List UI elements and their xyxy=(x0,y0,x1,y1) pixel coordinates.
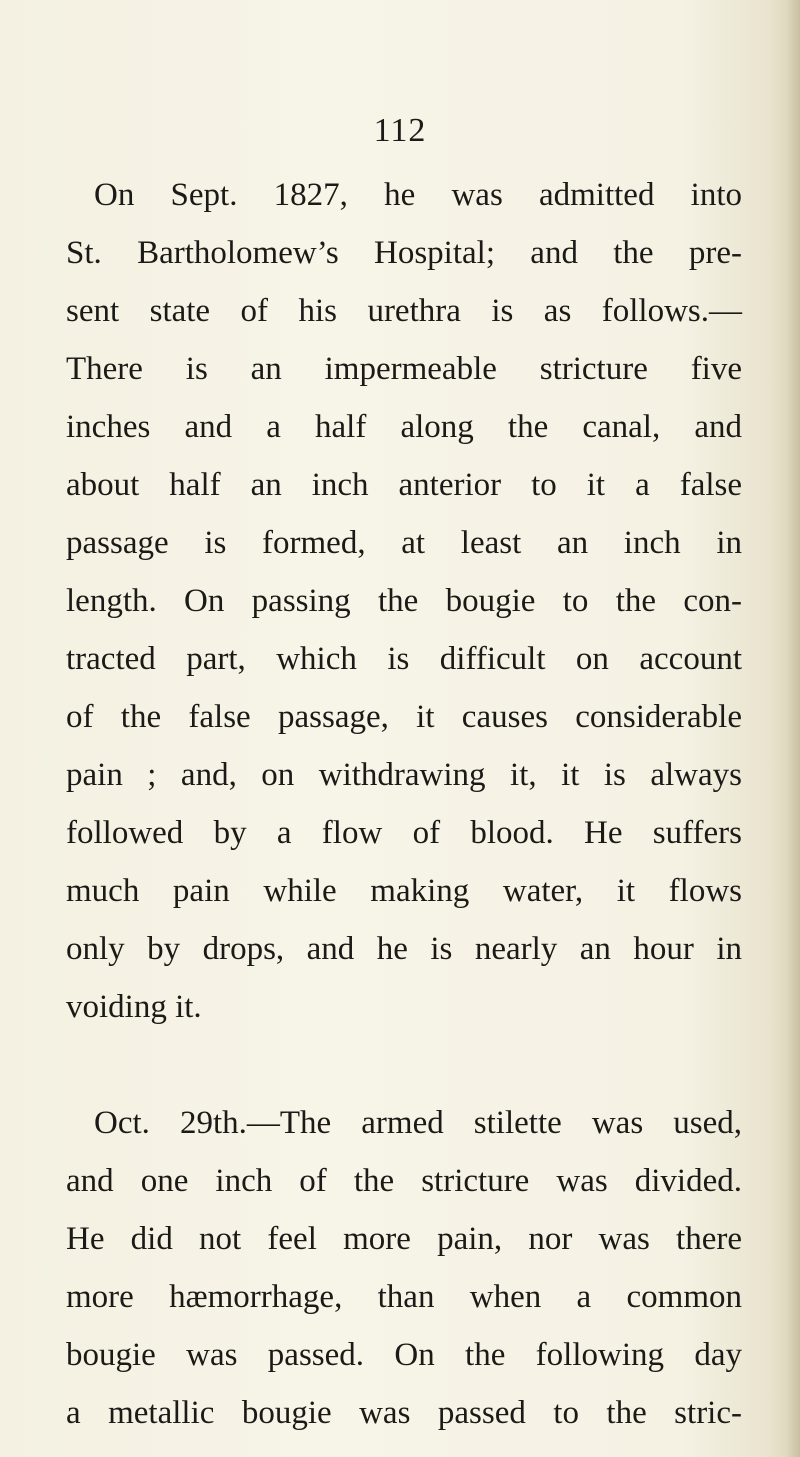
text-line: much pain while making water, it flows xyxy=(66,873,742,909)
paragraph-operation xyxy=(66,1094,742,1442)
text-line: On Sept. 1827, he was admitted into xyxy=(94,177,742,213)
text-line: more hæmorrhage, than when a common xyxy=(66,1279,742,1315)
page-edge-shadow xyxy=(786,0,800,1457)
paragraph-gap xyxy=(66,1036,742,1094)
text-line: St. Bartholomew’s Hospital; and the pre- xyxy=(66,235,742,271)
text-line: tracted part, which is difficult on account xyxy=(66,641,742,677)
text-line: only by drops, and he is nearly an hour in xyxy=(66,931,742,967)
text-line: voiding it. xyxy=(66,989,202,1025)
text-line: followed by a flow of blood. He suffers xyxy=(66,815,742,851)
page-number: 112 xyxy=(373,112,427,149)
text-line: sent state of his urethra is as follows.— xyxy=(66,293,742,329)
text-line: inches and a half along the canal, and xyxy=(66,409,742,445)
text-line: pain ; and, on withdrawing it, it is always xyxy=(66,757,742,793)
text-line: There is an impermeable stricture five xyxy=(66,351,742,387)
text-line: a metallic bougie was passed to the stric- xyxy=(66,1395,742,1431)
body-text xyxy=(66,166,742,1442)
text-line: He did not feel more pain, nor was there xyxy=(66,1221,742,1257)
paragraph-admission xyxy=(66,166,742,1036)
text-line: bougie was passed. On the following day xyxy=(66,1337,742,1373)
text-line: of the false passage, it causes considerable xyxy=(66,699,742,735)
text-line: Oct. 29th.—The armed stilette was used, xyxy=(94,1105,742,1141)
text-line: passage is formed, at least an inch in xyxy=(66,525,742,561)
text-line: about half an inch anterior to it a false xyxy=(66,467,742,503)
text-line: length. On passing the bougie to the con- xyxy=(66,583,742,619)
text-line: and one inch of the stricture was divided. xyxy=(66,1163,742,1199)
